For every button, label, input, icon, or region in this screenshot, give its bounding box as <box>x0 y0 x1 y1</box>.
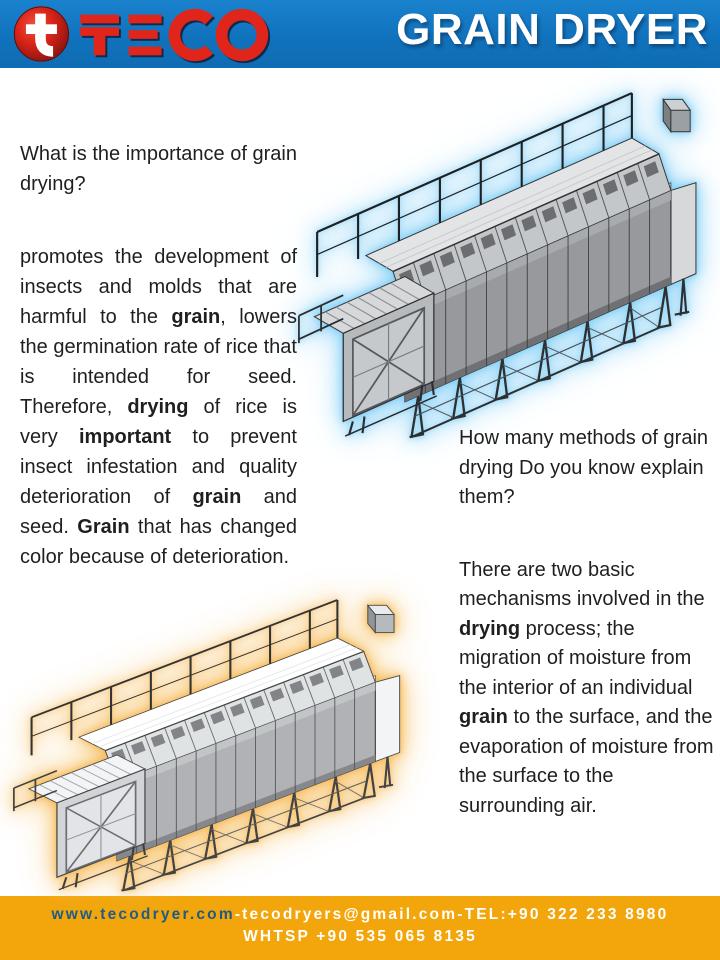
right-question: How many methods of grain drying Do you know explain them? <box>459 427 709 508</box>
grain-dryer-drawing-orange <box>12 583 424 893</box>
left-question: What is the importance of grain drying? <box>20 143 297 195</box>
footer-email-tel: -tecodryers@gmail.com-TEL:+90 322 233 8980 <box>234 906 669 923</box>
footer-whatsapp-line: WHTSP +90 535 065 8135 <box>243 928 477 945</box>
footer-website: www.tecodryer.com <box>51 906 235 923</box>
grain-dryer-drawing-blue <box>297 73 720 440</box>
header-bar <box>0 0 720 68</box>
page-title: GRAIN DRYER <box>396 5 708 54</box>
teco-logo-letters <box>80 15 262 56</box>
footer-bar <box>0 896 720 960</box>
grain-dryer-illustration-top <box>297 73 720 440</box>
teco-logo-mark <box>14 7 68 61</box>
teco-logo <box>8 3 288 65</box>
right-text-column <box>459 424 715 821</box>
left-text-column <box>20 139 297 572</box>
right-answer: There are two basic mechanisms involved in the drying process; the migration of moisture from the interior of an individual grain to the surface, and the evaporation of moisture from the surface to the surrounding air. <box>459 558 714 817</box>
footer-contact-line <box>0 906 720 924</box>
left-answer: promotes the development of insects and molds that are harmful to the grain, lowers the germination rate of rice that is intended for seed. Therefore, drying of rice is very important to prevent insect infestation and quality deterioration of grain and seed. Grain that has changed color because of deterioration. <box>20 246 298 568</box>
grain-dryer-illustration-bottom <box>12 583 424 893</box>
